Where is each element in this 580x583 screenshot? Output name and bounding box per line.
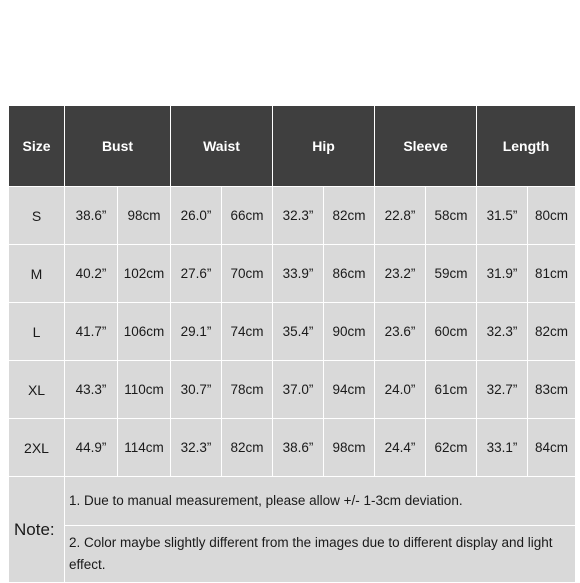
measurement-inch-cell: 29.1”	[171, 303, 222, 361]
measurement-cm-cell: 70cm	[222, 245, 273, 303]
note-row-1	[9, 477, 576, 526]
header-length: Length	[477, 106, 576, 187]
note-item-1: 1. Due to manual measurement, please allow +/- 1-3cm deviation.	[65, 477, 576, 526]
measurement-inch-cell: 24.0”	[375, 361, 426, 419]
measurement-inch-cell: 23.6”	[375, 303, 426, 361]
measurement-cm-cell: 106cm	[118, 303, 171, 361]
measurement-cm-cell: 59cm	[426, 245, 477, 303]
measurement-inch-cell: 38.6”	[65, 187, 118, 245]
header-hip: Hip	[273, 106, 375, 187]
measurement-inch-cell: 32.7”	[477, 361, 528, 419]
measurement-inch-cell: 27.6”	[171, 245, 222, 303]
header-size: Size	[9, 106, 65, 187]
table-row	[9, 303, 576, 361]
measurement-inch-cell: 44.9”	[65, 419, 118, 477]
measurement-cm-cell: 66cm	[222, 187, 273, 245]
measurement-inch-cell: 31.5”	[477, 187, 528, 245]
size-cell: 2XL	[9, 419, 65, 477]
measurement-cm-cell: 78cm	[222, 361, 273, 419]
measurement-inch-cell: 26.0”	[171, 187, 222, 245]
measurement-cm-cell: 98cm	[324, 419, 375, 477]
measurement-inch-cell: 38.6”	[273, 419, 324, 477]
header-row	[9, 106, 576, 187]
measurement-cm-cell: 82cm	[324, 187, 375, 245]
header-waist: Waist	[171, 106, 273, 187]
header-bust: Bust	[65, 106, 171, 187]
size-cell: L	[9, 303, 65, 361]
measurement-inch-cell: 41.7”	[65, 303, 118, 361]
measurement-cm-cell: 110cm	[118, 361, 171, 419]
measurement-cm-cell: 114cm	[118, 419, 171, 477]
measurement-cm-cell: 83cm	[528, 361, 576, 419]
size-chart-table	[8, 105, 576, 583]
measurement-cm-cell: 84cm	[528, 419, 576, 477]
measurement-inch-cell: 40.2”	[65, 245, 118, 303]
measurement-inch-cell: 24.4”	[375, 419, 426, 477]
measurement-inch-cell: 23.2”	[375, 245, 426, 303]
size-cell: XL	[9, 361, 65, 419]
table-body	[9, 187, 576, 477]
size-cell: S	[9, 187, 65, 245]
measurement-inch-cell: 32.3”	[171, 419, 222, 477]
measurement-cm-cell: 80cm	[528, 187, 576, 245]
table-row	[9, 245, 576, 303]
measurement-cm-cell: 94cm	[324, 361, 375, 419]
table-row	[9, 187, 576, 245]
measurement-cm-cell: 82cm	[222, 419, 273, 477]
measurement-inch-cell: 32.3”	[477, 303, 528, 361]
note-item-2: 2. Color maybe slightly different from the images due to different display and light effect.	[65, 526, 576, 583]
measurement-cm-cell: 86cm	[324, 245, 375, 303]
measurement-cm-cell: 98cm	[118, 187, 171, 245]
note-section	[9, 477, 576, 583]
measurement-inch-cell: 35.4”	[273, 303, 324, 361]
measurement-inch-cell: 33.9”	[273, 245, 324, 303]
measurement-cm-cell: 90cm	[324, 303, 375, 361]
measurement-inch-cell: 43.3”	[65, 361, 118, 419]
table-row	[9, 361, 576, 419]
measurement-inch-cell: 31.9”	[477, 245, 528, 303]
measurement-cm-cell: 82cm	[528, 303, 576, 361]
table-header	[9, 106, 576, 187]
measurement-cm-cell: 60cm	[426, 303, 477, 361]
measurement-cm-cell: 61cm	[426, 361, 477, 419]
table-row	[9, 419, 576, 477]
measurement-inch-cell: 30.7”	[171, 361, 222, 419]
note-label: Note:	[9, 477, 65, 583]
measurement-cm-cell: 81cm	[528, 245, 576, 303]
measurement-inch-cell: 32.3”	[273, 187, 324, 245]
measurement-inch-cell: 33.1”	[477, 419, 528, 477]
measurement-cm-cell: 74cm	[222, 303, 273, 361]
measurement-cm-cell: 62cm	[426, 419, 477, 477]
size-cell: M	[9, 245, 65, 303]
note-row-2	[9, 526, 576, 583]
header-sleeve: Sleeve	[375, 106, 477, 187]
measurement-inch-cell: 37.0”	[273, 361, 324, 419]
measurement-inch-cell: 22.8”	[375, 187, 426, 245]
measurement-cm-cell: 102cm	[118, 245, 171, 303]
measurement-cm-cell: 58cm	[426, 187, 477, 245]
